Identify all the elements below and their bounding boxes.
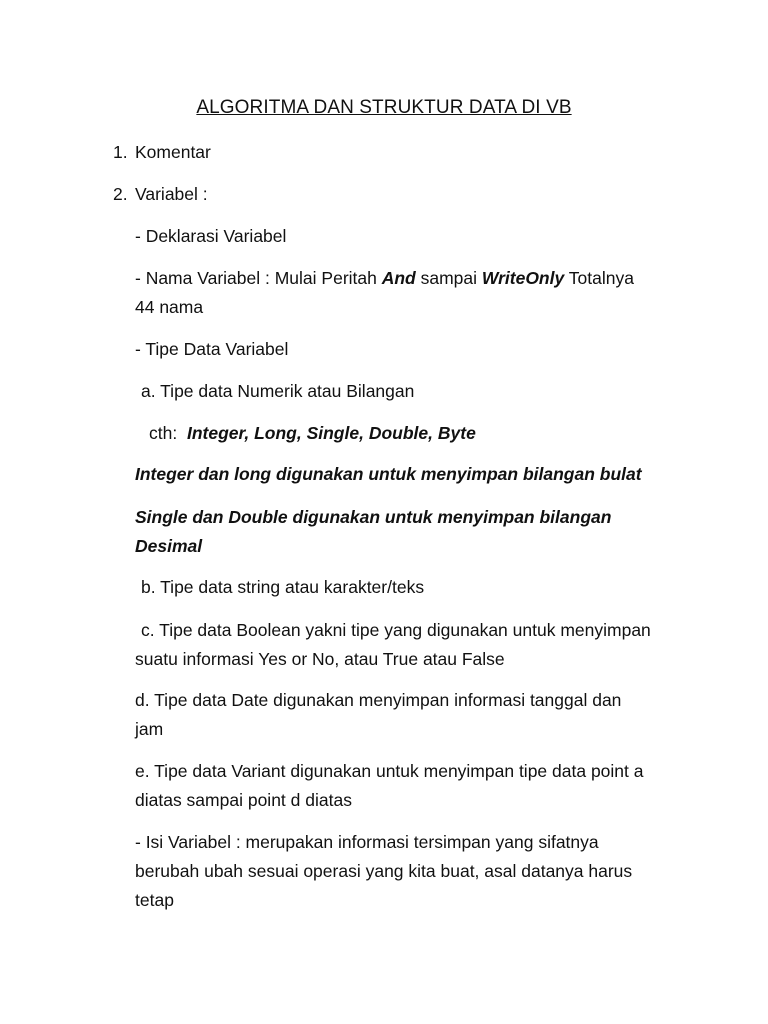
tipe-date-line2: jam [135, 719, 164, 739]
type-long: Long [254, 423, 297, 443]
single-note-line2: Desimal [135, 536, 203, 556]
nama-variabel-post: Totalnya [564, 268, 634, 288]
tipe-variant-line2: diatas sampai point d diatas [135, 790, 352, 810]
keyword-writeonly: WriteOnly [481, 268, 565, 288]
tipe-data-heading: - Tipe Data Variabel [135, 339, 289, 359]
tipe-date-line1: d. Tipe data Date digunakan menyimpan informasi tanggal dan [135, 690, 622, 710]
separator: , [359, 423, 369, 443]
cth-label: cth: [149, 423, 178, 443]
tipe-boolean-line2: suatu informasi Yes or No, atau True atau False [135, 649, 505, 669]
list-item-variabel: Variabel : [135, 184, 208, 204]
list-number: 2. [113, 184, 128, 204]
nama-variabel-mid: sampai [415, 268, 482, 288]
type-byte: Byte [437, 423, 476, 443]
tipe-string: b. Tipe data string atau karakter/teks [141, 577, 425, 597]
list-item-komentar: Komentar [135, 142, 211, 162]
nama-variabel-line2: 44 nama [135, 297, 204, 317]
type-integer: Integer [186, 423, 245, 443]
separator: , [296, 423, 307, 443]
tipe-boolean-line1: c. Tipe data Boolean yakni tipe yang digunakan untuk menyimpan [141, 620, 651, 640]
single-note-line1: Single dan Double digunakan untuk menyimpan bilangan [135, 507, 612, 527]
deklarasi-variabel: - Deklarasi Variabel [135, 226, 287, 246]
type-double: Double [368, 423, 429, 443]
keyword-and: And [381, 268, 416, 288]
integer-note: Integer dan long digunakan untuk menyimpan bilangan bulat [135, 464, 642, 484]
type-single: Single [306, 423, 360, 443]
document-title: ALGORITMA DAN STRUKTUR DATA DI VB [196, 97, 572, 118]
nama-variabel-line [135, 264, 695, 293]
tipe-variant-line1: e. Tipe data Variant digunakan untuk menyimpan tipe data point a [135, 761, 644, 781]
tipe-numerik: a. Tipe data Numerik atau Bilangan [141, 381, 415, 401]
cth-line [149, 419, 709, 448]
isi-variabel-line1: - Isi Variabel : merupakan informasi tersimpan yang sifatnya [135, 832, 599, 852]
isi-variabel-line3: tetap [135, 890, 174, 910]
isi-variabel-line2: berubah ubah sesuai operasi yang kita buat, asal datanya harus [135, 861, 633, 881]
separator: , [244, 423, 255, 443]
nama-variabel-pre: - Nama Variabel : Mulai Peritah [135, 268, 382, 288]
separator: , [428, 423, 438, 443]
list-number: 1. [113, 142, 128, 162]
